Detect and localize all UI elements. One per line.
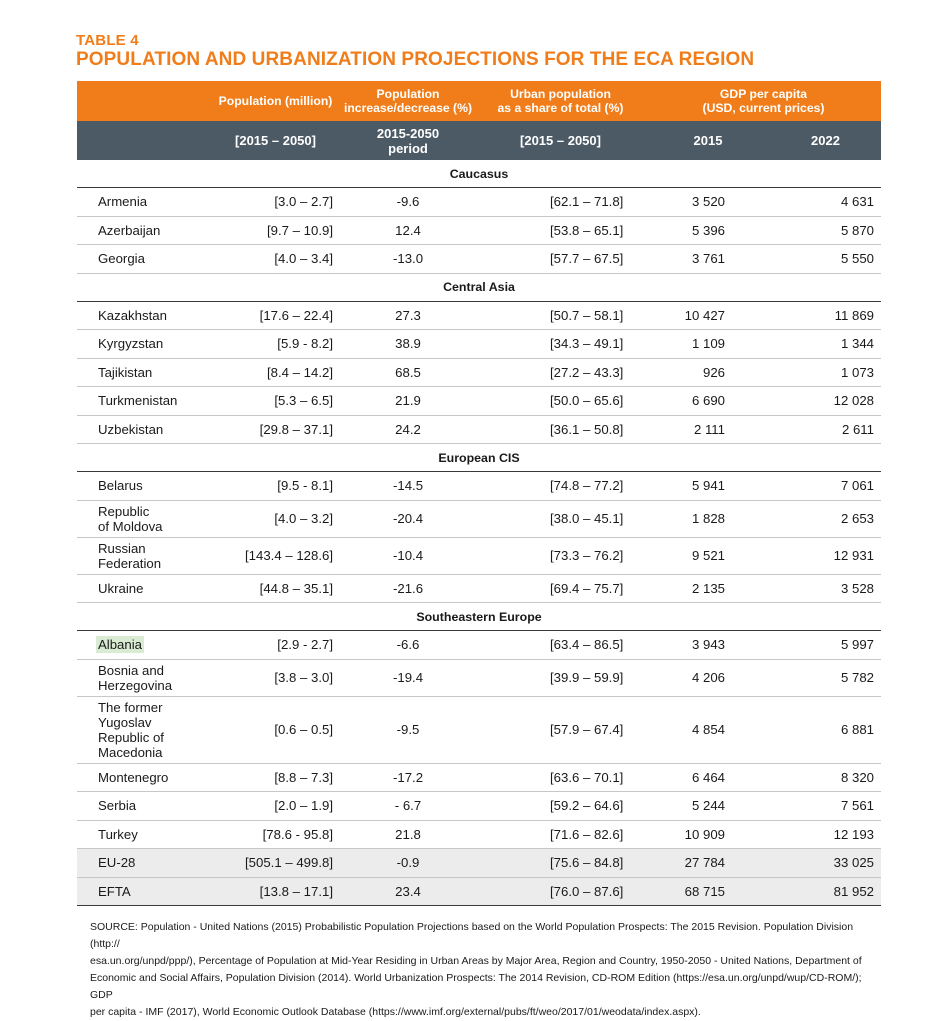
urban-cell: [63.4 – 86.5] [475,631,646,660]
increase-cell: -19.4 [341,659,475,696]
gdp-2022-cell: 5 870 [770,216,881,245]
gdp-2022-cell: 7 061 [770,472,881,501]
gdp-2015-cell: 2 111 [646,415,770,444]
subheader-increase: 2015-2050 period [341,121,475,160]
group-southeastern-europe [77,603,881,631]
population-cell: [29.8 – 37.1] [210,415,341,444]
table-row [77,472,881,501]
increase-cell: 24.2 [341,415,475,444]
urban-cell: [50.0 – 65.6] [475,387,646,416]
urban-cell: [74.8 – 77.2] [475,472,646,501]
table-row [77,631,881,660]
country-name: Georgia [77,245,210,274]
group-label: European CIS [77,444,881,472]
country-name: Republic of Moldova [77,500,210,537]
gdp-2022-cell: 12 931 [770,537,881,574]
increase-cell: 68.5 [341,358,475,387]
table-heading [76,33,754,71]
population-cell: [8.8 – 7.3] [210,763,341,792]
urban-cell: [75.6 – 84.8] [475,849,646,878]
table-row-eu28 [77,849,881,878]
header-increase: Population increase/decrease (%) [341,81,475,121]
increase-cell: 23.4 [341,877,475,906]
table-row [77,358,881,387]
gdp-2022-cell: 12 028 [770,387,881,416]
source-note [90,919,870,1021]
urban-cell: [36.1 – 50.8] [475,415,646,444]
gdp-2022-cell: 5 782 [770,659,881,696]
population-cell: [2.9 - 2.7] [210,631,341,660]
source-line: SOURCE: Population - United Nations (2015) Probabilistic Population Projections based on the World Population Prospects: The 2015 Revision. Population Division (http:// [90,921,854,950]
table-row [77,696,881,763]
urban-cell: [59.2 – 64.6] [475,792,646,821]
population-cell: [13.8 – 17.1] [210,877,341,906]
source-line: esa.un.org/unpd/ppp/), Percentage of Population at Mid-Year Residing in Urban Areas by Major Area, Region and Country, 1950-2050 - United Nations, Department of [90,955,862,967]
subheader-urban: [2015 – 2050] [475,121,646,160]
gdp-2022-cell: 4 631 [770,188,881,217]
country-name: Bosnia and Herzegovina [77,659,210,696]
gdp-2022-cell: 5 550 [770,245,881,274]
gdp-2015-cell: 2 135 [646,574,770,603]
subheader-empty [77,121,210,160]
region-name: EFTA [77,877,210,906]
gdp-2015-cell: 10 427 [646,301,770,330]
subheader-gdp-2015: 2015 [646,121,770,160]
header-row-main [77,81,881,121]
highlighted-country: Albania [98,637,142,653]
urban-cell: [38.0 – 45.1] [475,500,646,537]
gdp-2015-cell: 3 761 [646,245,770,274]
table-label: TABLE 4 [76,32,139,49]
gdp-2022-cell: 12 193 [770,820,881,849]
country-name: Serbia [77,792,210,821]
gdp-2022-cell: 7 561 [770,792,881,821]
group-caucasus [77,160,881,188]
increase-cell: 12.4 [341,216,475,245]
increase-cell: -14.5 [341,472,475,501]
population-cell: [143.4 – 128.6] [210,537,341,574]
group-label: Caucasus [77,160,881,188]
country-name: Russian Federation [77,537,210,574]
table-row [77,330,881,359]
gdp-2022-cell: 11 869 [770,301,881,330]
gdp-2015-cell: 5 244 [646,792,770,821]
header-urban: Urban population as a share of total (%) [475,81,646,121]
population-cell: [2.0 – 1.9] [210,792,341,821]
urban-cell: [53.8 – 65.1] [475,216,646,245]
population-cell: [17.6 – 22.4] [210,301,341,330]
urban-cell: [27.2 – 43.3] [475,358,646,387]
gdp-2015-cell: 6 464 [646,763,770,792]
population-cell: [5.3 – 6.5] [210,387,341,416]
gdp-2022-cell: 1 344 [770,330,881,359]
urban-cell: [63.6 – 70.1] [475,763,646,792]
group-label: Southeastern Europe [77,603,881,631]
gdp-2022-cell: 81 952 [770,877,881,906]
table-row-efta [77,877,881,906]
population-cell: [3.8 – 3.0] [210,659,341,696]
header-population: Population (million) [210,81,341,121]
group-central-asia [77,273,881,301]
country-name: Uzbekistan [77,415,210,444]
gdp-2015-cell: 10 909 [646,820,770,849]
table-row [77,792,881,821]
country-name: Azerbaijan [77,216,210,245]
urban-cell: [50.7 – 58.1] [475,301,646,330]
gdp-2022-cell: 8 320 [770,763,881,792]
country-name [77,631,210,660]
urban-cell: [71.6 – 82.6] [475,820,646,849]
table-row [77,301,881,330]
gdp-2015-cell: 27 784 [646,849,770,878]
gdp-2015-cell: 4 206 [646,659,770,696]
increase-cell: -20.4 [341,500,475,537]
population-cell: [505.1 – 499.8] [210,849,341,878]
population-cell: [44.8 – 35.1] [210,574,341,603]
population-cell: [78.6 - 95.8] [210,820,341,849]
urban-cell: [57.9 – 67.4] [475,696,646,763]
population-cell: [0.6 – 0.5] [210,696,341,763]
gdp-2022-cell: 6 881 [770,696,881,763]
table-row [77,500,881,537]
subheader-gdp-2022: 2022 [770,121,881,160]
urban-cell: [69.4 – 75.7] [475,574,646,603]
increase-cell: 27.3 [341,301,475,330]
urban-cell: [76.0 – 87.6] [475,877,646,906]
source-line: per capita - IMF (2017), World Economic Outlook Database (https://www.imf.org/external/pubs/ft/weo/2017/01/weodata/index.aspx). [90,1006,701,1018]
urban-cell: [34.3 – 49.1] [475,330,646,359]
source-line: Economic and Social Affairs, Population Division (2014). World Urbanization Prospects: The 2014 Revision, CD-ROM Edition (https://esa.un.org/unpd/wup/CD-ROM/); GDP [90,972,862,1001]
table-title: POPULATION AND URBANIZATION PROJECTIONS FOR THE ECA REGION [76,49,755,70]
gdp-2022-cell: 5 997 [770,631,881,660]
table-row [77,574,881,603]
population-cell: [9.7 – 10.9] [210,216,341,245]
population-cell: [4.0 – 3.4] [210,245,341,274]
increase-cell: -13.0 [341,245,475,274]
table-row [77,820,881,849]
increase-cell: -9.6 [341,188,475,217]
gdp-2022-cell: 3 528 [770,574,881,603]
gdp-2015-cell: 68 715 [646,877,770,906]
gdp-2022-cell: 1 073 [770,358,881,387]
table-row [77,537,881,574]
table-row [77,387,881,416]
gdp-2015-cell: 9 521 [646,537,770,574]
population-cell: [3.0 – 2.7] [210,188,341,217]
urban-cell: [39.9 – 59.9] [475,659,646,696]
country-name: The former Yugoslav Republic of Macedonia [77,696,210,763]
increase-cell: 21.8 [341,820,475,849]
country-name: Turkmenistan [77,387,210,416]
gdp-2015-cell: 3 943 [646,631,770,660]
increase-cell: -6.6 [341,631,475,660]
population-cell: [5.9 - 8.2] [210,330,341,359]
table-row [77,763,881,792]
urban-cell: [57.7 – 67.5] [475,245,646,274]
country-name: Belarus [77,472,210,501]
gdp-2015-cell: 926 [646,358,770,387]
gdp-2022-cell: 2 611 [770,415,881,444]
urban-cell: [62.1 – 71.8] [475,188,646,217]
increase-cell: -10.4 [341,537,475,574]
gdp-2022-cell: 2 653 [770,500,881,537]
group-european-cis [77,444,881,472]
gdp-2015-cell: 3 520 [646,188,770,217]
gdp-2015-cell: 4 854 [646,696,770,763]
increase-cell: - 6.7 [341,792,475,821]
increase-cell: 38.9 [341,330,475,359]
gdp-2015-cell: 1 828 [646,500,770,537]
increase-cell: -0.9 [341,849,475,878]
header-empty [77,81,210,121]
gdp-2015-cell: 1 109 [646,330,770,359]
country-name: Turkey [77,820,210,849]
urban-cell: [73.3 – 76.2] [475,537,646,574]
country-name: Armenia [77,188,210,217]
header-row-sub [77,121,881,160]
table-row [77,245,881,274]
increase-cell: -9.5 [341,696,475,763]
country-name: Kazakhstan [77,301,210,330]
header-gdp: GDP per capita (USD, current prices) [646,81,881,121]
subheader-population: [2015 – 2050] [210,121,341,160]
gdp-2015-cell: 5 396 [646,216,770,245]
population-cell: [4.0 – 3.2] [210,500,341,537]
projections-table [77,81,881,906]
gdp-2015-cell: 5 941 [646,472,770,501]
gdp-2015-cell: 6 690 [646,387,770,416]
group-label: Central Asia [77,273,881,301]
country-name: Tajikistan [77,358,210,387]
region-name: EU-28 [77,849,210,878]
table-row [77,188,881,217]
country-name: Montenegro [77,763,210,792]
table-row [77,415,881,444]
increase-cell: -21.6 [341,574,475,603]
increase-cell: -17.2 [341,763,475,792]
table-row [77,216,881,245]
gdp-2022-cell: 33 025 [770,849,881,878]
country-name: Ukraine [77,574,210,603]
table-row [77,659,881,696]
population-cell: [9.5 - 8.1] [210,472,341,501]
country-name: Kyrgyzstan [77,330,210,359]
population-cell: [8.4 – 14.2] [210,358,341,387]
increase-cell: 21.9 [341,387,475,416]
